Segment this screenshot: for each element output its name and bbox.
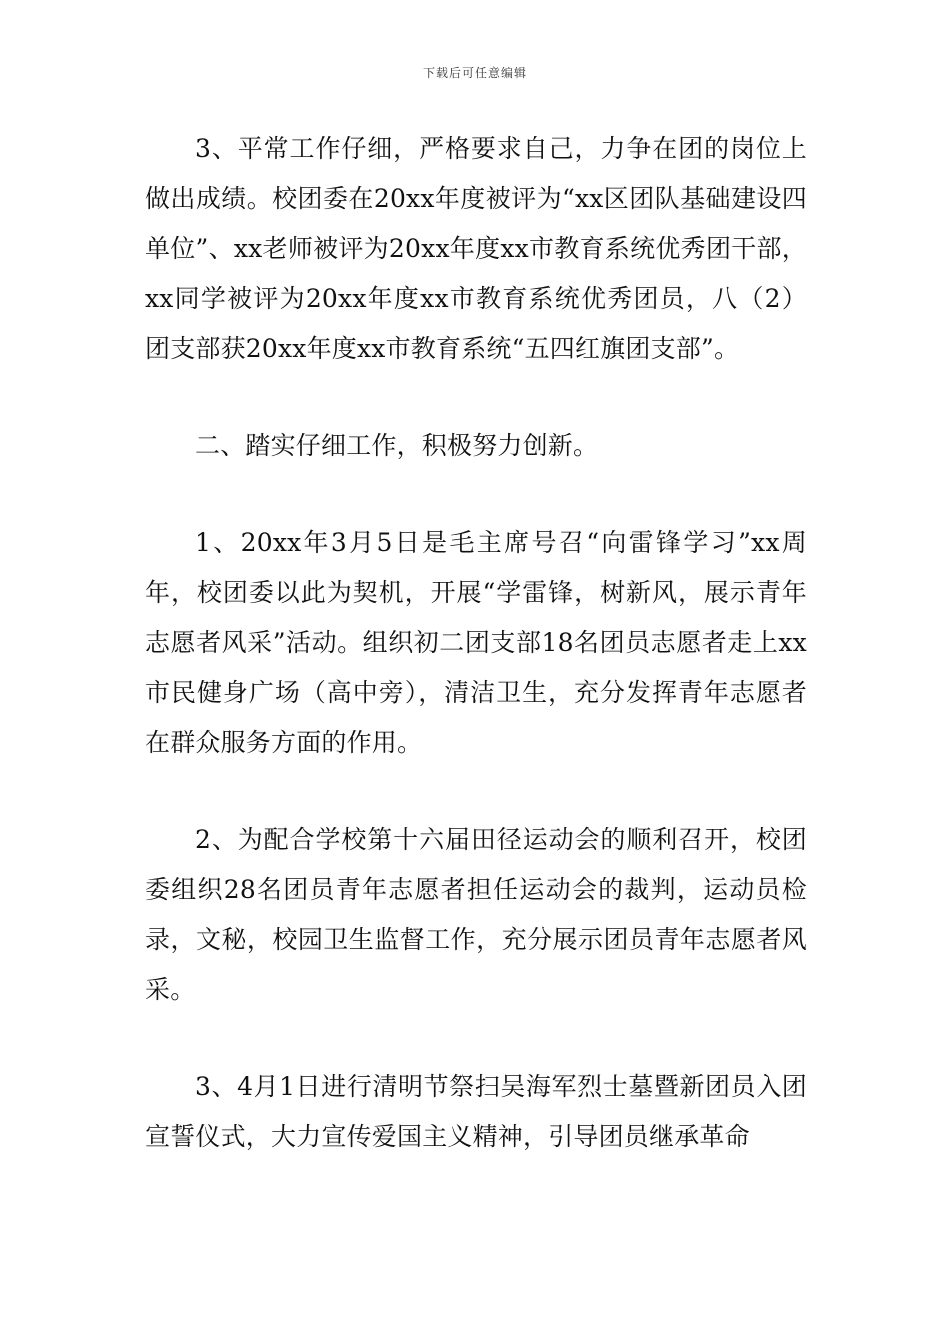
- paragraph-sports-meet: 2、为配合学校第十六届田径运动会的顺利召开，校团委组织28名团员青年志愿者担任运动会的裁判，运动员检录，文秘，校园卫生监督工作，充分展示团员青年志愿者风采。: [145, 825, 807, 1004]
- section-heading-2: 二、踏实仔细工作，积极努力创新。: [195, 431, 599, 460]
- paragraph-lei-feng: 1、20xx年3月5日是毛主席号召“向雷锋学习”xx周年，校团委以此为契机，开展“学雷锋，树新风，展示青年志愿者风采”活动。组织初二团支部18名团员志愿者走上xx市民健身广场（高中旁），清洁卫生，充分发挥青年志愿者在群众服务方面的作用。: [145, 528, 807, 757]
- document-body: [145, 124, 807, 1162]
- paragraph-achievements: 3、平常工作仔细，严格要求自己，力争在团的岗位上做出成绩。校团委在20xx年度被评为“xx区团队基础建设四单位”、xx老师被评为20xx年度xx市教育系统优秀团干部，xx同学被评为20xx年度xx市教育系统优秀团员，八（2）团支部获20xx年度xx市教育系统“五四红旗团支部”。: [145, 134, 807, 363]
- page-header-note: 下载后可任意编辑: [422, 66, 527, 80]
- paragraph-qingming: 3、4月1日进行清明节祭扫吴海军烈士墓暨新团员入团宣誓仪式，大力宣传爱国主义精神，引导团员继承革命: [145, 1072, 807, 1151]
